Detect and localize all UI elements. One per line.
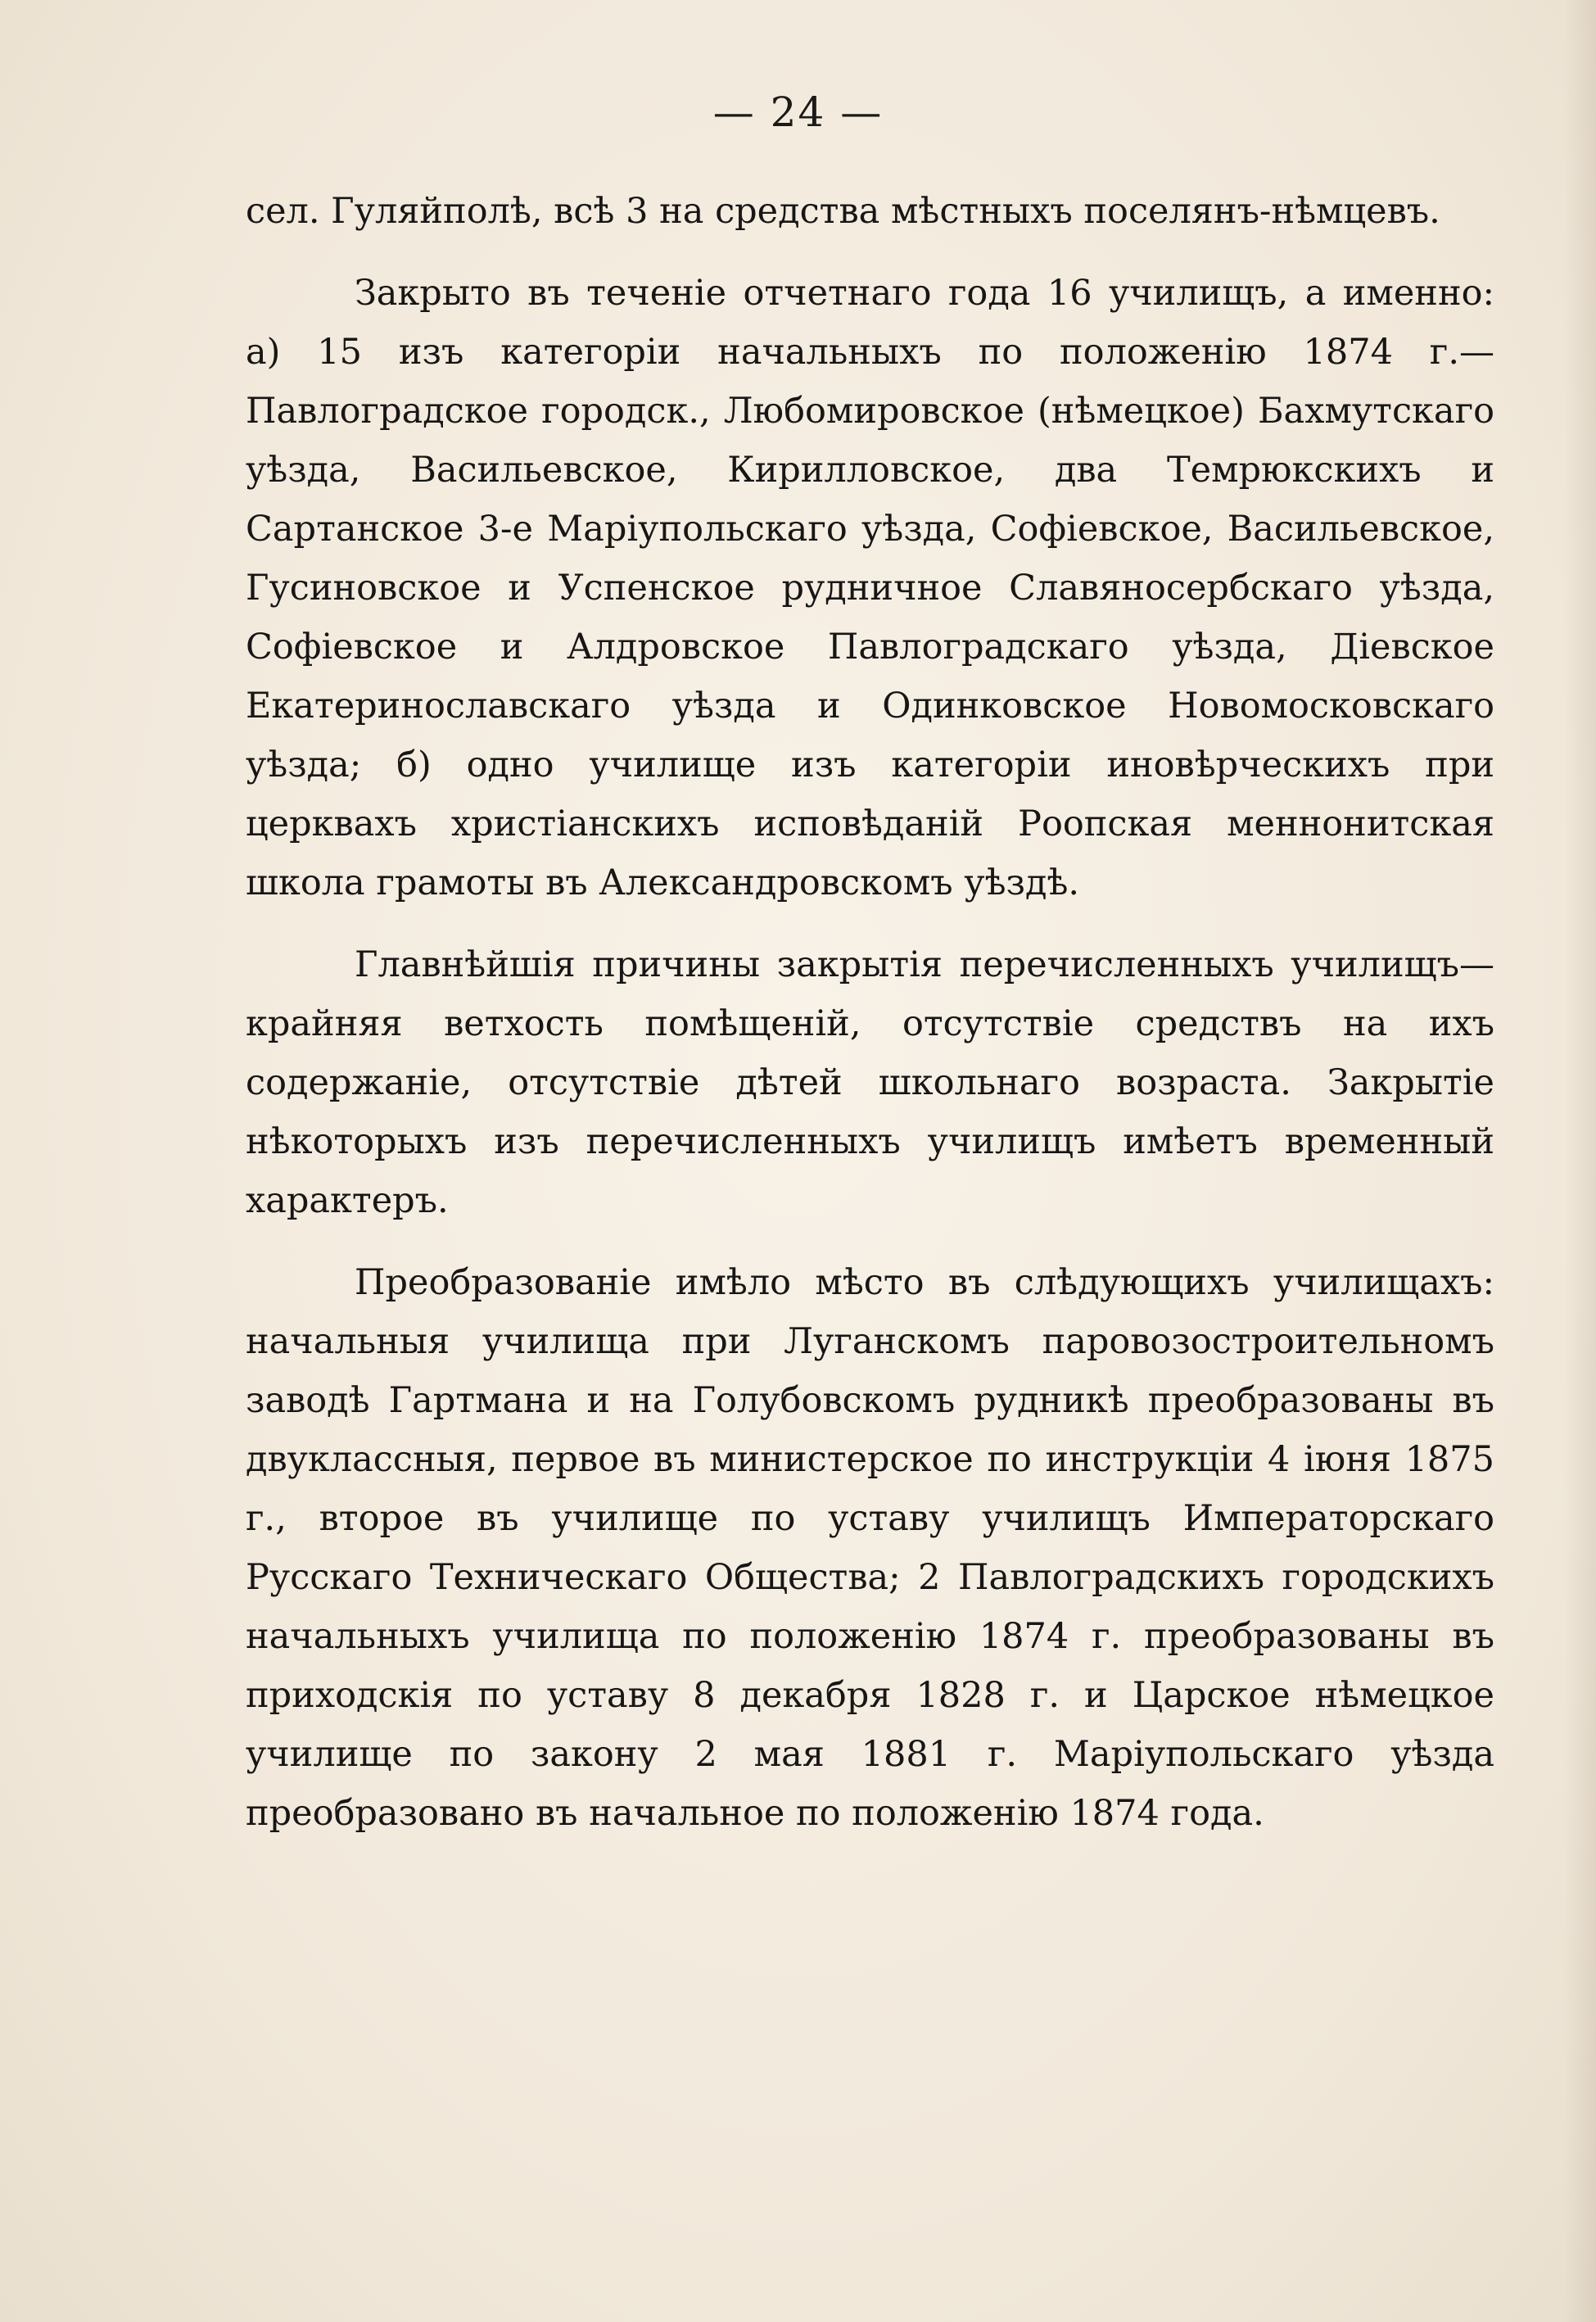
paragraph-reasons: Главнѣйшія причины закрытія перечисленныхъ училищъ—крайняя ветхость помѣщеній, отсутствіе средствъ на ихъ содержаніе, отсутствіе дѣтей школьнаго возраста. Закрытіе нѣкоторыхъ изъ перечисленныхъ училищъ имѣетъ временный характеръ. [246,944,1494,1221]
page-edge-shadow [1563,0,1596,2322]
paragraph-transformations: Преобразованіе имѣло мѣсто въ слѣдующихъ училищахъ: начальныя училища при Луганскомъ паровозостроительномъ заводѣ Гартмана и на Голубовскомъ рудникѣ преобразованы въ двуклассныя, первое въ министерское по инструкціи 4 іюня 1875 г., второе въ училище по уставу училищъ Императорскаго Русскаго Техническаго Общества; 2 Павлоградскихъ городскихъ начальныхъ училища по положенію 1874 г. преобразованы въ приходскія по уставу 8 декабря 1828 г. и Царское нѣмецкое училище по закону 2 мая 1881 г. Маріупольскаго уѣзда преобразовано въ начальное по положенію 1874 года. [246,1262,1494,1834]
page-text [246,182,1494,1843]
page-number: — 24 — [712,88,884,136]
paragraph-closures: Закрыто въ теченіе отчетнаго года 16 училищъ, а именно: а) 15 изъ категоріи начальныхъ по положенію 1874 г.—Павлоградское городск., Любомировское (нѣмецкое) Бахмутскаго уѣзда, Васильевское, Кирилловское, два Темрюкскихъ и Сартанское 3-е Маріупольскаго уѣзда, Софіевское, Васильевское, Гусиновское и Успенское рудничное Славяносербскаго уѣзда, Софіевское и Алдровское Павлоградскаго уѣзда, Діевское Екатеринославскаго уѣзда и Одинковское Новомосковскаго уѣзда; б) одно училище изъ категоріи иновѣрческихъ при церквахъ христіанскихъ исповѣданій Роопская меннонитская школа грамоты въ Александровскомъ уѣздѣ. [246,273,1494,903]
paragraph-continuation: сел. Гуляйполѣ, всѣ 3 на средства мѣстныхъ поселянъ-нѣмцевъ. [246,191,1440,232]
